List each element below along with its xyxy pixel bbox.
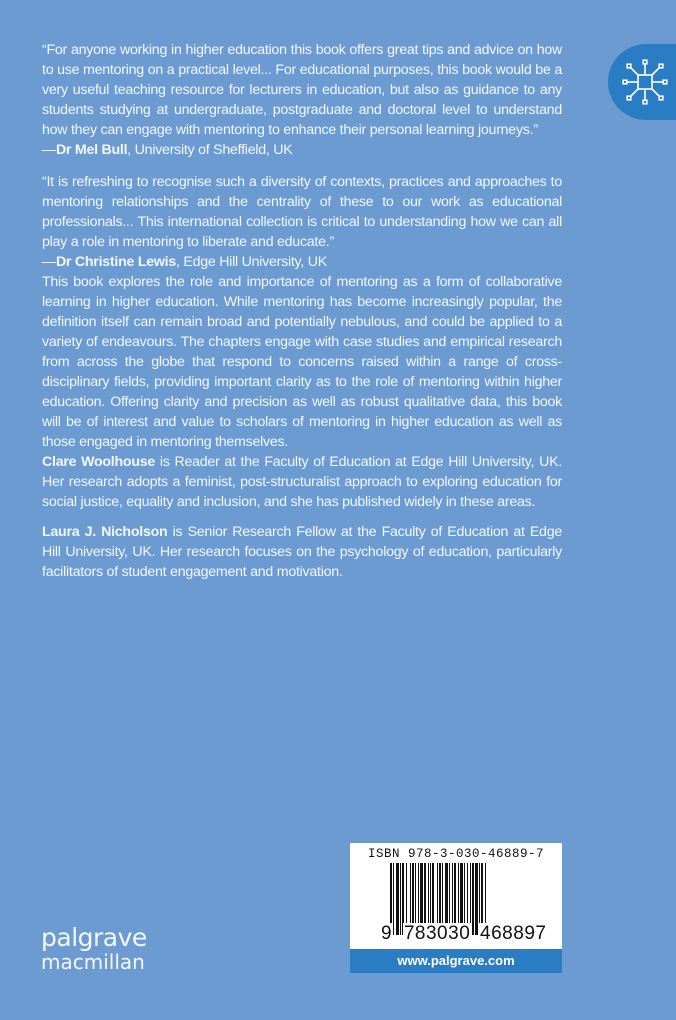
endorser-name: Dr Mel Bull	[55, 142, 128, 158]
dash: —	[42, 254, 56, 270]
endorsement-attribution	[42, 140, 562, 160]
endorser-name: Dr Christine Lewis	[55, 254, 177, 270]
endorser-affiliation: , Edge Hill University, UK	[176, 254, 327, 270]
author-name: Clare Woolhouse	[42, 454, 156, 470]
isbn-label: ISBN 978-3-030-46889-7	[367, 847, 545, 861]
barcode-digits	[380, 923, 547, 945]
endorsement-attribution	[42, 252, 562, 272]
author-bio	[42, 452, 562, 512]
dash: —	[42, 142, 56, 158]
logo-line-1: palgrave	[41, 923, 147, 952]
book-description: This book explores the role and importance of mentoring as a form of collaborative learning in higher education. While mentoring has become increasingly popular, the definition itself can remain broad and potentially nebulous, and could be applied to a variety of endeavours. The chapters engage with case studies and empirical research from across the globe that respond to concerns raised within a range of cross-disciplinary fields, providing important clarity as to the role of mentoring within higher education. Offering clarity and precision as well as robust qualitative data, this book will be of interest and value to scholars of mentoring in higher education as well as those engaged in mentoring themselves.	[42, 274, 562, 450]
author-bio	[42, 522, 562, 582]
author-bio-text: is Senior Research Fellow at the Faculty of Education at Edge Hill University, UK. Her research focuses on the psychology of education, particularly facilitators of student engagement and motivation.	[42, 524, 562, 580]
publisher-logo	[41, 925, 147, 973]
publisher-url[interactable]: www.palgrave.com	[350, 949, 562, 973]
author-name: Laura J. Nicholson	[42, 524, 168, 540]
circuit-chip-icon	[620, 57, 670, 107]
series-badge	[608, 44, 676, 120]
isbn-barcode-box	[350, 843, 562, 973]
endorsement	[42, 172, 562, 272]
endorsement-quote: “For anyone working in higher education this book offers great tips and advice on how to use mentoring on a practical level... For educational purposes, this book would be a very useful teaching resource for lecturers in education, but also as guidance to any students studying at undergraduate, postgraduate and doctoral level to understand how they can engage with mentoring to enhance their personal learning journeys.”	[42, 42, 562, 138]
barcode-digits-right: 468897	[480, 923, 547, 944]
endorser-affiliation: , University of Sheffield, UK	[127, 142, 293, 158]
endorsement	[42, 40, 562, 160]
endorsement-quote: “It is refreshing to recognise such a diversity of contexts, practices and approaches to mentoring relationships and the centrality of these to our work as educational professionals... This international collection is critical to understanding how we can all play a role in mentoring to liberate and educate.”	[42, 174, 562, 250]
author-bio-text: is Reader at the Faculty of Education at Edge Hill University, UK. Her research adopts a feminist, post-structuralist approach to exploring education for social justice, equality and inclusion, and she has published widely in these areas.	[42, 454, 562, 510]
barcode-digit-first: 9	[381, 923, 393, 944]
back-cover-text	[42, 40, 562, 582]
barcode-digits-left: 783030	[403, 923, 471, 944]
logo-line-2: macmillan	[41, 950, 145, 974]
